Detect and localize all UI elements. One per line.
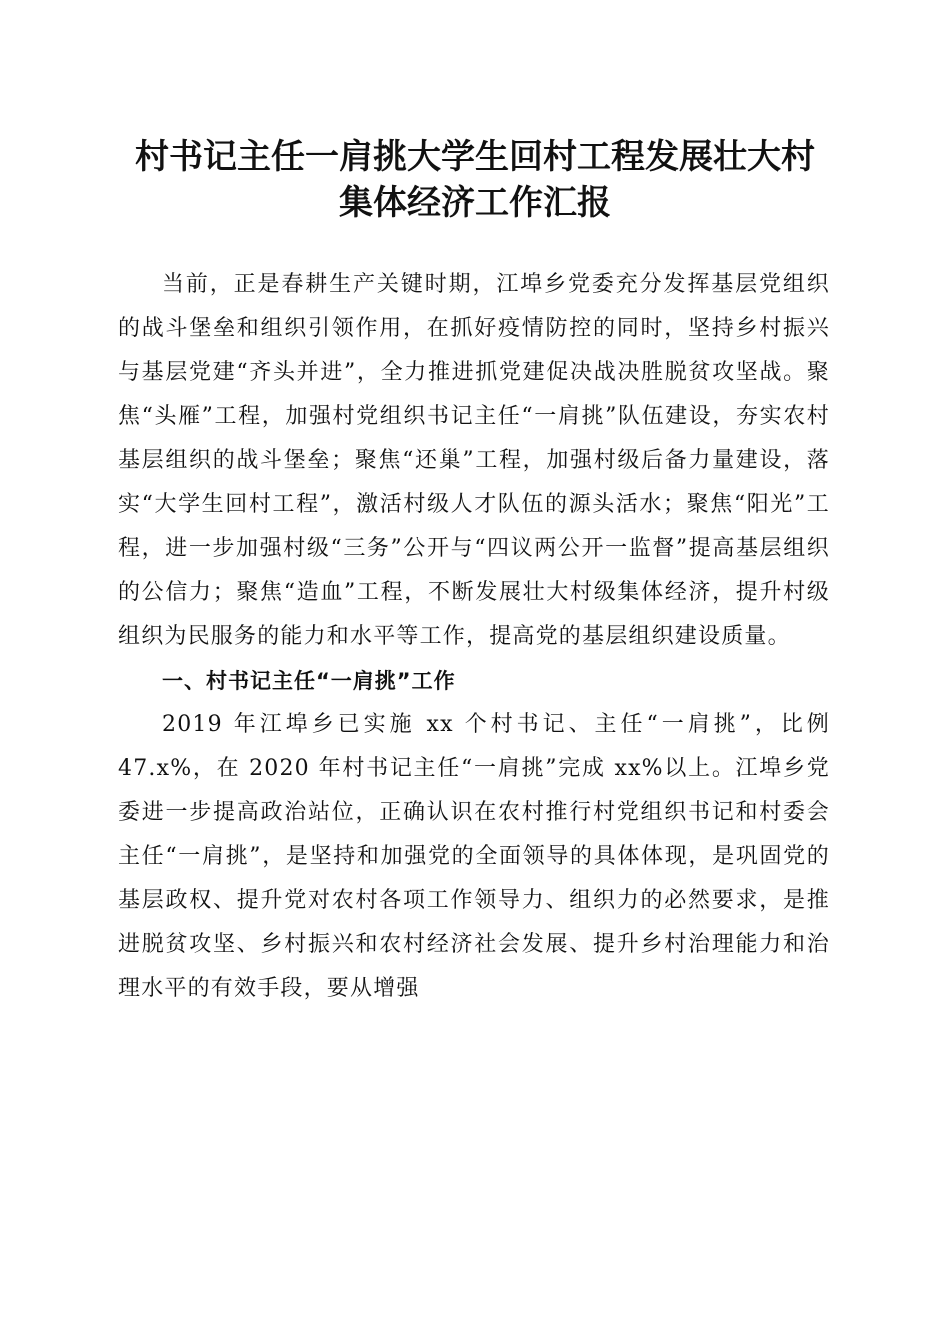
- document-body: [118, 263, 830, 1011]
- section-heading: 一、村书记主任“一肩挑”工作: [162, 669, 456, 693]
- title-line-1: 村书记主任一肩挑大学生回村工程发展壮大村: [135, 137, 815, 177]
- section-paragraph: 2019 年江埠乡已实施 xx 个村书记、主任“一肩挑”，比例 47.x%，在 2020 年村书记主任“一肩挑”完成 xx%以上。江埠乡党委进一步提高政治站位，正确认识在农村推行村党组织书记和村委会主任“一肩挑”，是坚持和加强党的全面领导的具体体现，是巩固党的基层政权、提升党对农村各项工作领导力、组织力的必然要求，是推进脱贫攻坚、乡村振兴和农村经济社会发展、提升乡村治理能力和治理水平的有效手段，要从增强: [118, 712, 830, 1001]
- document-title: [100, 134, 850, 226]
- title-line-2: 集体经济工作汇报: [339, 183, 611, 223]
- intro-paragraph: 当前，正是春耕生产关键时期，江埠乡党委充分发挥基层党组织的战斗堡垒和组织引领作用，在抓好疫情防控的同时，坚持乡村振兴与基层党建“齐头并进”，全力推进抓党建促决战决胜脱贫攻坚战。聚焦“头雁”工程，加强村党组织书记主任“一肩挑”队伍建设，夯实农村基层组织的战斗堡垒；聚焦“还巢”工程，加强村级后备力量建设，落实“大学生回村工程”，激活村级人才队伍的源头活水；聚焦“阳光”工程，进一步加强村级“三务”公开与“四议两公开一监督”提高基层组织的公信力；聚焦“造血”工程，不断发展壮大村级集体经济，提升村级组织为民服务的能力和水平等工作，提高党的基层组织建设质量。: [118, 272, 830, 649]
